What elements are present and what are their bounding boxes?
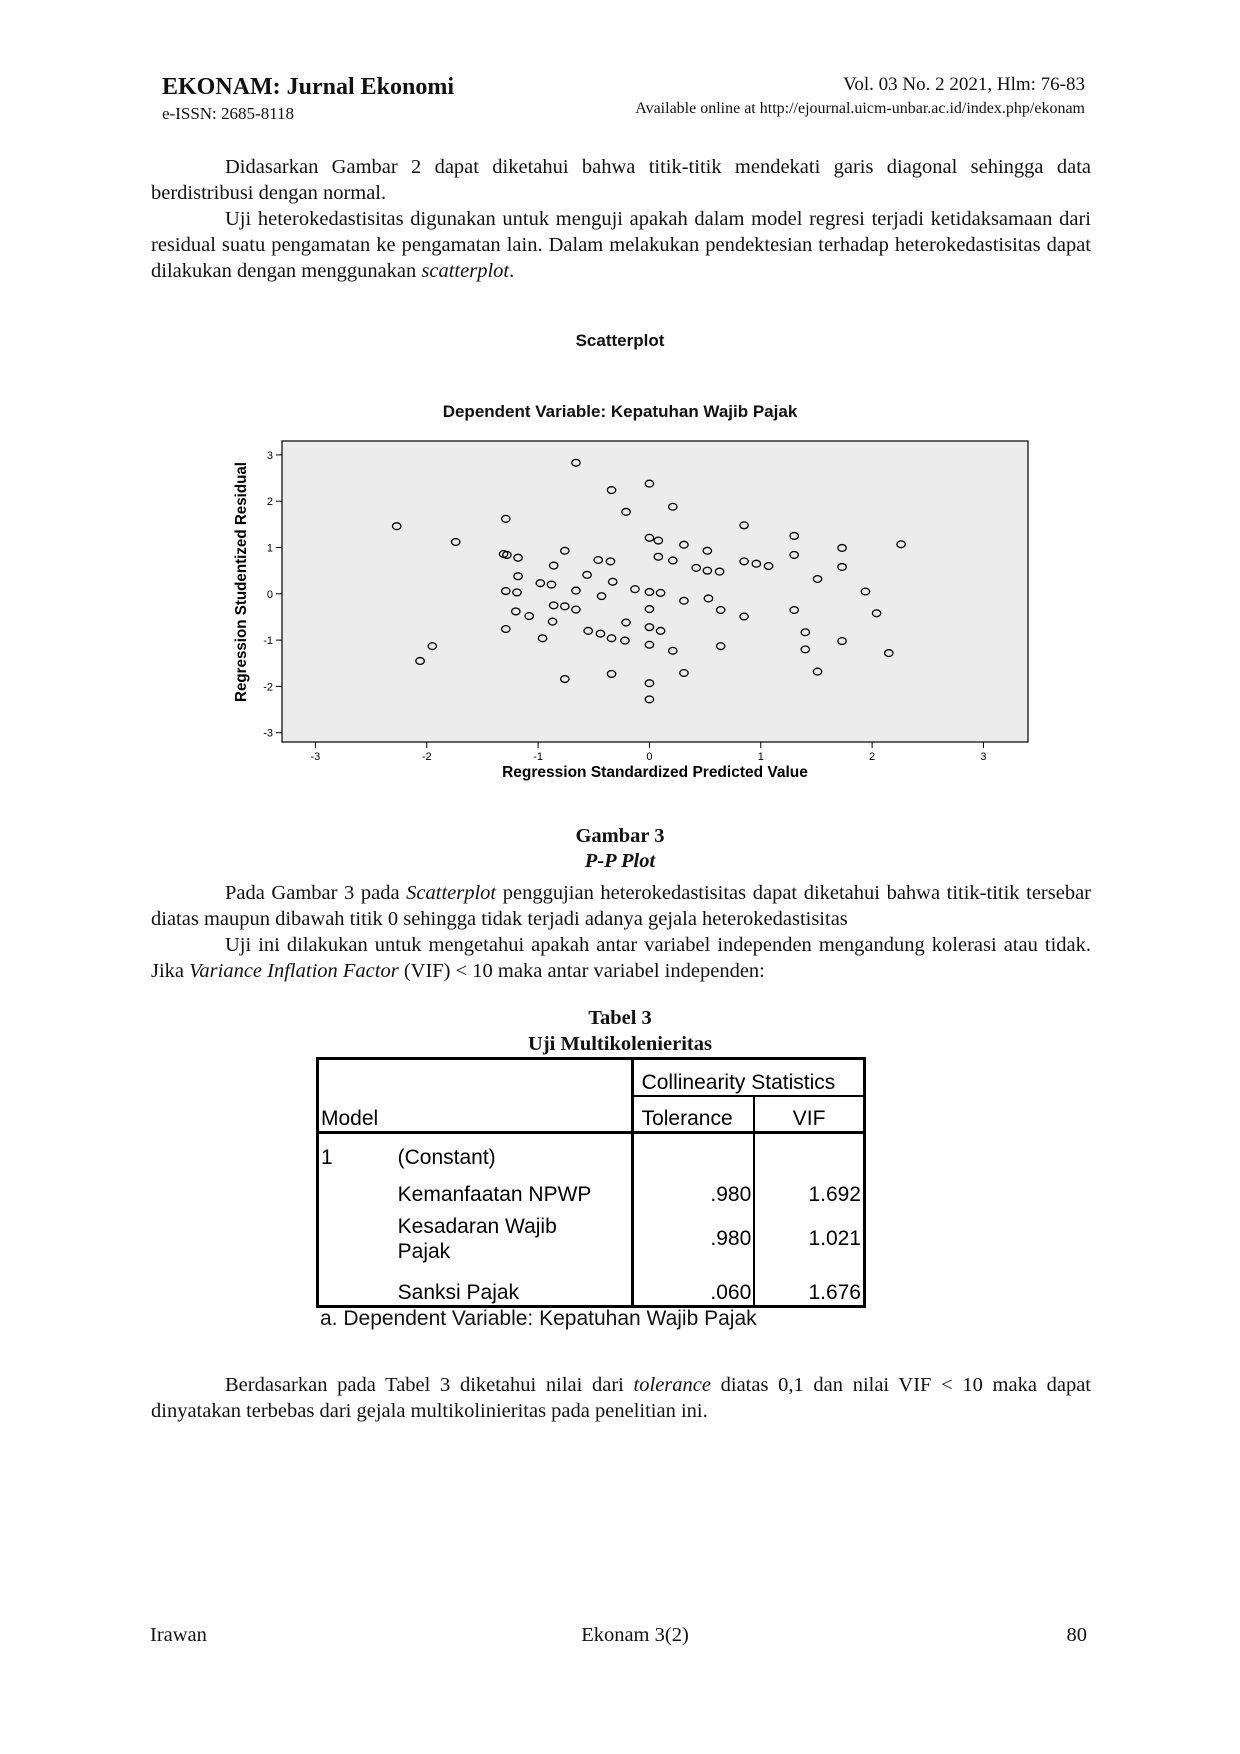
- table-row: [318, 1271, 865, 1307]
- table-row-tolerance: .980: [632, 1170, 754, 1207]
- tolerance-header: Tolerance: [632, 1096, 754, 1133]
- y-tick-label: 2: [266, 496, 273, 509]
- x-tick-label: 2: [869, 751, 876, 763]
- y-tick-label: 3: [266, 449, 273, 462]
- plot-area: [282, 441, 1028, 742]
- conclusion-text: [151, 1372, 1091, 1424]
- y-tick-label: -2: [263, 681, 273, 694]
- footer-journal: Ekonam 3(2): [581, 1624, 689, 1646]
- scatterplot-chart: [220, 430, 1050, 790]
- x-tick-label: -2: [421, 751, 432, 763]
- middle-text: [151, 880, 1091, 984]
- y-tick-label: 1: [266, 542, 273, 555]
- available-online: Available online at http://ejournal.uicm-unbar.ac.id/index.php/ekonam: [635, 100, 1085, 117]
- issn: e-ISSN: 2685-8118: [162, 104, 295, 123]
- table-row-variable: Kesadaran Wajib Pajak: [396, 1207, 632, 1271]
- table-row-vif: [754, 1133, 864, 1170]
- table-row: [318, 1170, 865, 1207]
- intro-paragraph-1: Didasarkan Gambar 2 dapat diketahui bahwa titik-titik mendekati garis diagonal sehingga data berdistribusi dengan normal.: [151, 156, 1091, 204]
- table-row-tolerance: .060: [632, 1271, 754, 1307]
- x-axis: [311, 742, 987, 763]
- table-row: [318, 1133, 865, 1170]
- chart-title: Scatterplot: [575, 331, 665, 350]
- y-axis-label: Regression Studentized Residual: [233, 448, 250, 702]
- intro-text: [151, 154, 1091, 284]
- table-number: Tabel 3: [588, 1007, 652, 1029]
- table-row-tolerance: [632, 1133, 754, 1170]
- y-tick-label: -3: [263, 727, 273, 740]
- y-tick-label: 0: [266, 588, 273, 601]
- figure-number: Gambar 3: [575, 825, 665, 847]
- chart-subtitle: Dependent Variable: Kepatuhan Wajib Pajak: [442, 402, 798, 421]
- collinearity-table: [316, 1057, 866, 1308]
- footer-author: Irawan: [150, 1624, 207, 1646]
- x-tick-label: 0: [646, 751, 653, 763]
- page-number: 80: [1066, 1624, 1087, 1646]
- table-row: [318, 1207, 865, 1271]
- table-note: a. Dependent Variable: Kepatuhan Wajib Pajak: [320, 1307, 757, 1330]
- table-row-variable: Kemanfaatan NPWP: [396, 1170, 632, 1207]
- model-header: Model: [318, 1096, 633, 1133]
- x-tick-label: -3: [310, 751, 321, 763]
- intro-paragraph-2: Uji heterokedastisitas digunakan untuk menguji apakah dalam model regresi terjadi ketidaksamaan dari residual suatu pengamatan ke pengamatan lain. Dalam melakukan pendektesian terhadap heterokedastisitas dapat dilakukan dengan menggunakan scatterplot.: [151, 208, 1091, 282]
- table-caption: Uji Multikolenieritas: [528, 1033, 712, 1055]
- y-axis: [263, 450, 282, 740]
- x-tick-label: 1: [757, 751, 764, 763]
- table-header-row-2: [318, 1096, 865, 1133]
- x-axis-label: Regression Standardized Predicted Value: [502, 764, 808, 781]
- figure-caption: P-P Plot: [584, 850, 656, 872]
- x-tick-label: -1: [533, 751, 543, 763]
- table-row-vif: 1.676: [754, 1271, 864, 1307]
- x-tick-label: 3: [980, 751, 987, 763]
- table-row-vif: 1.692: [754, 1170, 864, 1207]
- vif-header: VIF: [754, 1096, 864, 1133]
- middle-paragraph-1: Pada Gambar 3 pada Scatterplot penggujian heterokedastisitas dapat diketahui bahwa titik-titik tersebar diatas maupun dibawah titik 0 sehingga tidak terjadi adanya gejala heterokedastisitas: [151, 882, 1092, 930]
- table-header-row-1: [318, 1059, 865, 1096]
- journal-title: EKONAM: Jurnal Ekonomi: [162, 74, 455, 100]
- middle-paragraph-2: Uji ini dilakukan untuk mengetahui apakah antar variabel independen mengandung kolerasi atau tidak. Jika Variance Inflation Factor (VIF) < 10 maka antar variabel independen:: [151, 934, 1091, 982]
- table-row-variable: Sanksi Pajak: [396, 1271, 632, 1307]
- table-row-variable: (Constant): [396, 1133, 632, 1170]
- model-number: 1: [318, 1133, 396, 1170]
- table-row-vif: 1.021: [754, 1207, 864, 1271]
- y-tick-label: -1: [263, 635, 273, 648]
- collinearity-statistics-header: Collinearity Statistics: [632, 1059, 864, 1096]
- volume-info: Vol. 03 No. 2 2021, Hlm: 76-83: [843, 74, 1085, 95]
- conclusion-paragraph: Berdasarkan pada Tabel 3 diketahui nilai dari tolerance diatas 0,1 dan nilai VIF < 10 maka dapat dinyatakan terbebas dari gejala multikolinieritas pada penelitian ini.: [151, 1374, 1091, 1422]
- table-row-tolerance: .980: [632, 1207, 754, 1271]
